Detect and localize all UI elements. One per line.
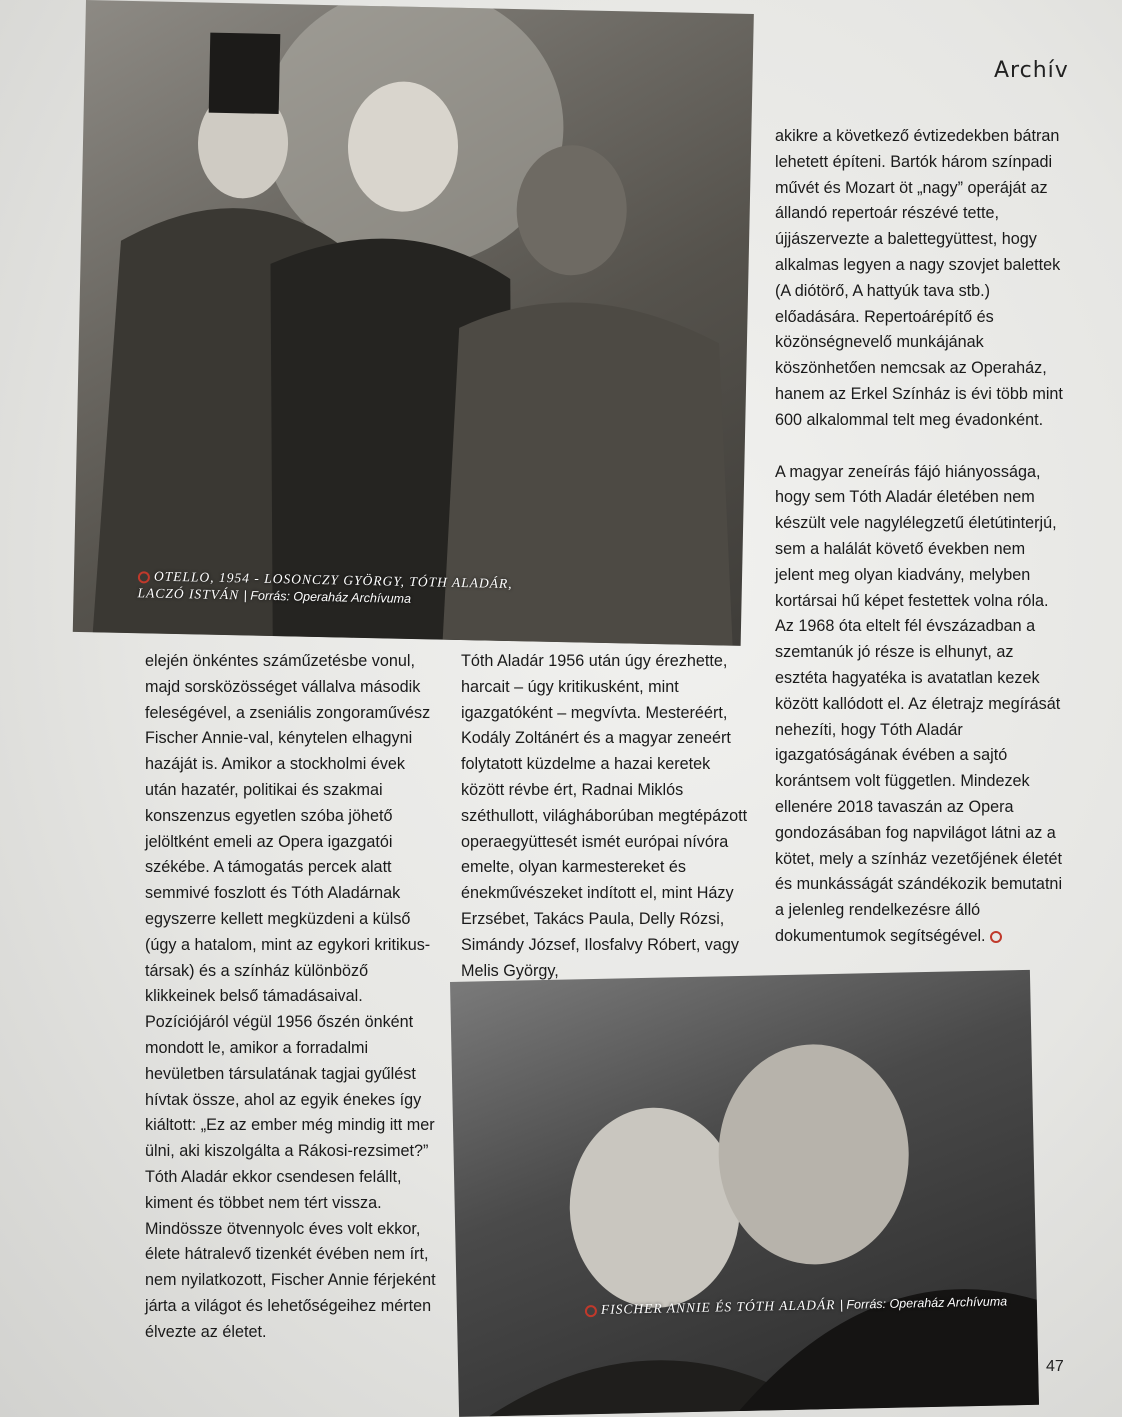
section-label: Archív: [994, 58, 1069, 83]
photo-fischer-toth: [450, 970, 1039, 1417]
paragraph: Tóth Aladár 1956 után úgy érezhette, harcait – úgy kritikusként, mint igazgatóként – megvívta. Mesteréért, Kodály Zoltánért és a magyar zeneért folytatott küzdelme a hazai keretek között révbe ért, Radnai Miklós széthullott, világháborúban megtépázott operaegyüttesét ismét európai nívóra emelte, olyan karmestereket és énekművészeket indított el, mint Házy Erzsébet, Takács Paula, Delly Rózsi, Simándy József, Ilosfalvy Róbert, vagy Melis György,: [461, 652, 748, 980]
page-number: 47: [1046, 1358, 1064, 1375]
photo-fischer-toth-caption: FISCHER ANNIE ÉS TÓTH ALADÁR | Forrás: Operaház Archívuma: [585, 1292, 1039, 1320]
paragraph: akikre a következő évtizedekben bátran lehetett építeni. Bartók három színpadi művét és Mozart öt „nagy” operáját az állandó repertoár részévé tette, újjászervezte a balettegyüttest, hogy alkalmas legyen a nagy szovjet balettek (A diótörő, A hattyúk tava stb.) előadására. Repertoárépítő és közönségnevelő munkájának köszönhetően nemcsak az Operaház, hanem az Erkel Színház is évi több mint 600 alkalommal telt meg évadonként.: [775, 127, 1063, 429]
photo-fischer-toth-figures: [450, 970, 1039, 1417]
caption-ring-icon: [585, 1305, 597, 1317]
paragraph: A magyar zeneírás fájó hiányossága, hogy sem Tóth Aladár életében nem készült vele nagylélegzetű életútinterjú, sem a halálát követő években nem jelent meg olyan kiadvány, melyben kortársai hű képet festettek volna róla. Az 1968 óta eltelt fél évszázadban a szemtanúk jó része is elhunyt, az esztéta hagyatéka is avatatlan kezek között kallódott el. Az életrajz megírását nehezíti, hogy Tóth Aladár igazgatóságának évében a sajtó korántsem volt független. Mindezek ellenére 2018 tavaszán az Opera gondozásában fog napvilágot látni az a kötet, mely a színház vezetőjének életét és munkásságát szándékozik bemutatni a jelenleg rendelkezésre álló dokumentumok segítségével.: [775, 462, 1063, 945]
text-column-middle: [461, 649, 751, 984]
paragraph: elején önkéntes száműzetésbe vonul, majd sorsközösséget vállalva második feleségével, a zseniális zongoraművész Fischer Annie-val, kénytelen elhagyni hazáját is. Amikor a stockholmi évek után hazatér, politikai és szakmai konszenzus egyetlen szóba jöhető jelöltként emeli az Opera igazgatói székébe. A támogatás percek alatt semmivé foszlott és Tóth Aladárnak egyszerre kellett megküzdeni a külső (úgy a hatalom, mint az egykori kritikus-társak) és a színház különböző klikkeinek belső támadásaival. Pozíciójáról végül 1956 őszén önként mondott le, amikor a forradalmi hevületben társulatának tagjai gyűlést hívtak össze, ahol az egyik énekes így kiáltott: „Ez az ember még mindig itt mer ülni, aki kiszolgálta a Rákosi-rezsimet?” Tóth Aladár ekkor csendesen felállt, kiment és többet nem tért vissza. Mindössze ötvennyolc éves volt ekkor, élete hátralevő tizenkét évében nem írt, nem nyilatkozott, Fischer Annie férjeként járta a világot és lehetőségeihez mérten élvezte az életet.: [145, 652, 436, 1341]
caption-ring-icon: [138, 571, 150, 583]
photo-otello-caption: OTELLO, 1954 - LOSONCZY GYÖRGY, TÓTH ALADÁR, LACZÓ ISTVÁN | Forrás: Operaház Archívuma: [137, 568, 513, 606]
text-column-left: [145, 649, 440, 1346]
photo-otello-figures: [73, 0, 754, 646]
photo-otello: [73, 0, 754, 646]
end-mark-icon: [990, 931, 1002, 943]
text-column-right: [775, 124, 1065, 950]
